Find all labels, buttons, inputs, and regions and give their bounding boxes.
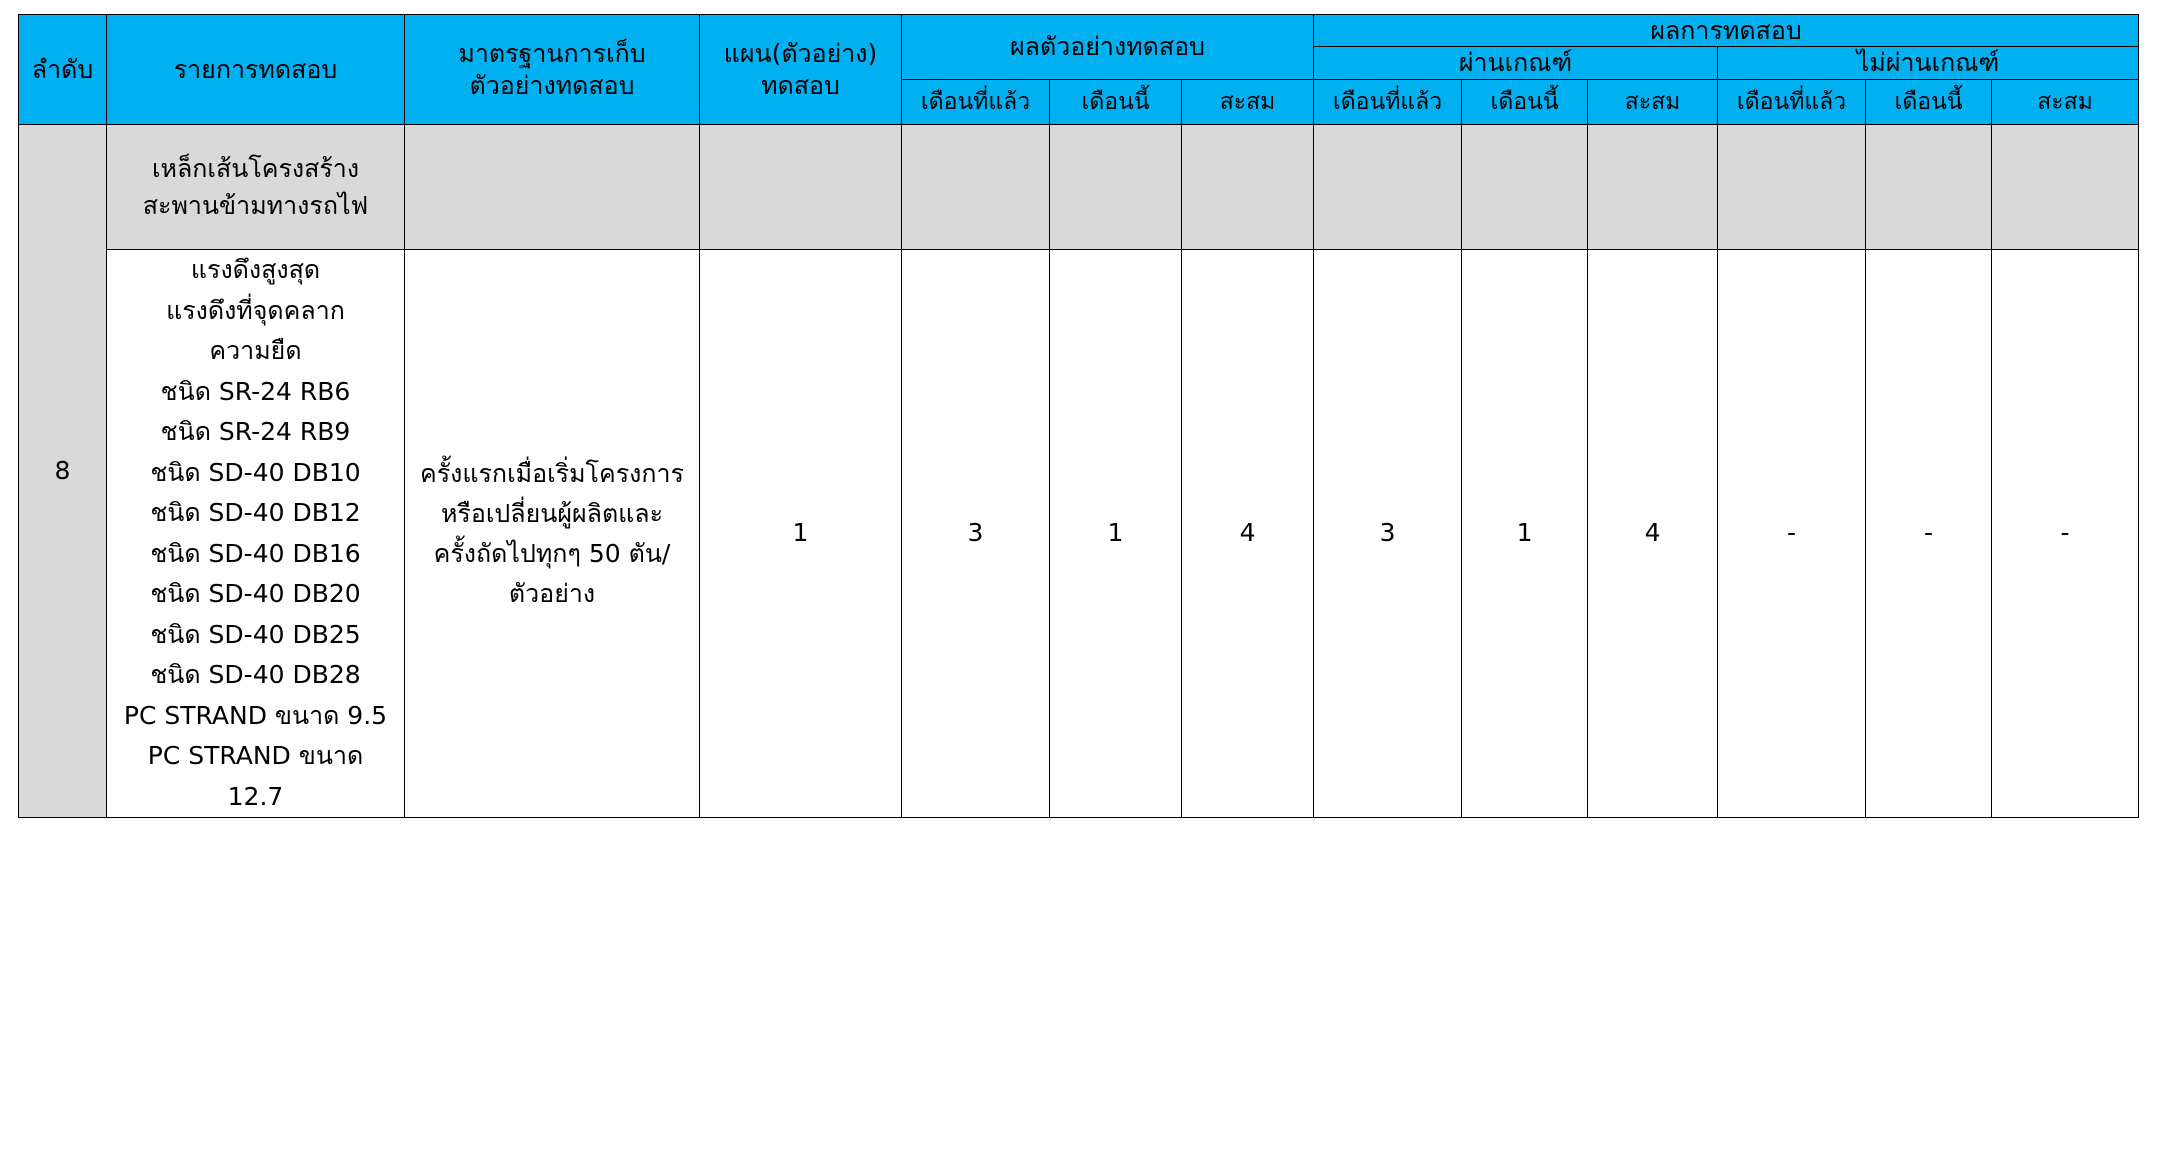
header-standard-line1: มาตรฐานการเก็บ [458, 39, 646, 69]
header-plan-line1: แผน(ตัวอย่าง) [723, 39, 878, 69]
test-results-table [18, 14, 2139, 818]
cell-group-label [107, 125, 405, 250]
header-failed-last-month: เดือนที่แล้ว [1718, 79, 1866, 125]
header-standard [405, 15, 700, 125]
test-item-line: ชนิด SD-40 DB20 [150, 579, 361, 609]
cell-plan: 1 [700, 250, 902, 818]
header-sample-this-month: เดือนนี้ [1050, 79, 1182, 125]
header-sample-result: ผลตัวอย่างทดสอบ [902, 15, 1314, 80]
cell-group-passed-cumulative [1588, 125, 1718, 250]
header-failed: ไม่ผ่านเกณฑ์ [1718, 47, 2139, 79]
test-item-line: แรงดึงสูงสุด [190, 255, 321, 285]
header-plan-line2: ทดสอบ [761, 70, 840, 100]
header-passed: ผ่านเกณฑ์ [1314, 47, 1718, 79]
test-item-line: PC STRAND ขนาด 9.5 [123, 700, 388, 730]
cell-standard [405, 250, 700, 818]
cell-group-failed-this-month [1866, 125, 1992, 250]
cell-sample-this-month: 1 [1050, 250, 1182, 818]
table-header [19, 15, 2139, 125]
cell-test-items [107, 250, 405, 818]
test-item-line: ชนิด SR-24 RB9 [160, 417, 351, 447]
test-item-line: PC STRAND ขนาด [147, 741, 364, 771]
cell-failed-cumulative: - [1992, 250, 2139, 818]
cell-sample-last-month: 3 [902, 250, 1050, 818]
table-body [19, 125, 2139, 818]
cell-group-plan [700, 125, 902, 250]
table-row [19, 125, 2139, 250]
cell-group-passed-last-month [1314, 125, 1462, 250]
cell-group-passed-this-month [1462, 125, 1588, 250]
header-failed-cumulative: สะสม [1992, 79, 2139, 125]
header-failed-this-month: เดือนนี้ [1866, 79, 1992, 125]
test-item-line: แรงดึงที่จุดคลาก [166, 295, 345, 325]
header-test-item: รายการทดสอบ [107, 15, 405, 125]
test-item-line: ชนิด SD-40 DB28 [150, 660, 361, 690]
standard-line: ครั้งแรกเมื่อเริ่มโครงการ [420, 458, 684, 488]
header-plan [700, 15, 902, 125]
cell-group-failed-last-month [1718, 125, 1866, 250]
cell-sample-cumulative: 4 [1182, 250, 1314, 818]
test-item-line: ชนิด SR-24 RB6 [160, 376, 351, 406]
test-item-line: 12.7 [227, 781, 284, 811]
test-item-line: ชนิด SD-40 DB25 [150, 619, 361, 649]
group-label-line1: เหล็กเส้นโครงสร้าง [151, 153, 360, 183]
cell-group-sample-this-month [1050, 125, 1182, 250]
table-row [19, 250, 2139, 818]
header-passed-cumulative: สะสม [1588, 79, 1718, 125]
cell-group-sample-cumulative [1182, 125, 1314, 250]
header-passed-last-month: เดือนที่แล้ว [1314, 79, 1462, 125]
header-passed-this-month: เดือนนี้ [1462, 79, 1588, 125]
test-item-line: ชนิด SD-40 DB12 [150, 498, 361, 528]
group-label-line2: สะพานข้ามทางรถไฟ [142, 191, 369, 221]
cell-order: 8 [19, 125, 107, 818]
header-sample-cumulative: สะสม [1182, 79, 1314, 125]
header-test-result: ผลการทดสอบ [1314, 15, 2139, 47]
cell-group-sample-last-month [902, 125, 1050, 250]
test-item-line: ชนิด SD-40 DB16 [150, 538, 361, 568]
cell-group-standard [405, 125, 700, 250]
standard-line: ตัวอย่าง [508, 578, 596, 608]
cell-passed-last-month: 3 [1314, 250, 1462, 818]
header-standard-line2: ตัวอย่างทดสอบ [469, 70, 635, 100]
test-item-line: ชนิด SD-40 DB10 [150, 457, 361, 487]
test-item-line: ความยืด [209, 336, 302, 366]
cell-passed-this-month: 1 [1462, 250, 1588, 818]
cell-failed-this-month: - [1866, 250, 1992, 818]
header-sample-last-month: เดือนที่แล้ว [902, 79, 1050, 125]
header-order: ลำดับ [19, 15, 107, 125]
header-row-1 [19, 15, 2139, 47]
standard-line: ครั้งถัดไปทุกๆ 50 ตัน/ [433, 538, 671, 568]
cell-failed-last-month: - [1718, 250, 1866, 818]
cell-passed-cumulative: 4 [1588, 250, 1718, 818]
cell-group-failed-cumulative [1992, 125, 2139, 250]
standard-line: หรือเปลี่ยนผู้ผลิตและ [440, 498, 664, 528]
